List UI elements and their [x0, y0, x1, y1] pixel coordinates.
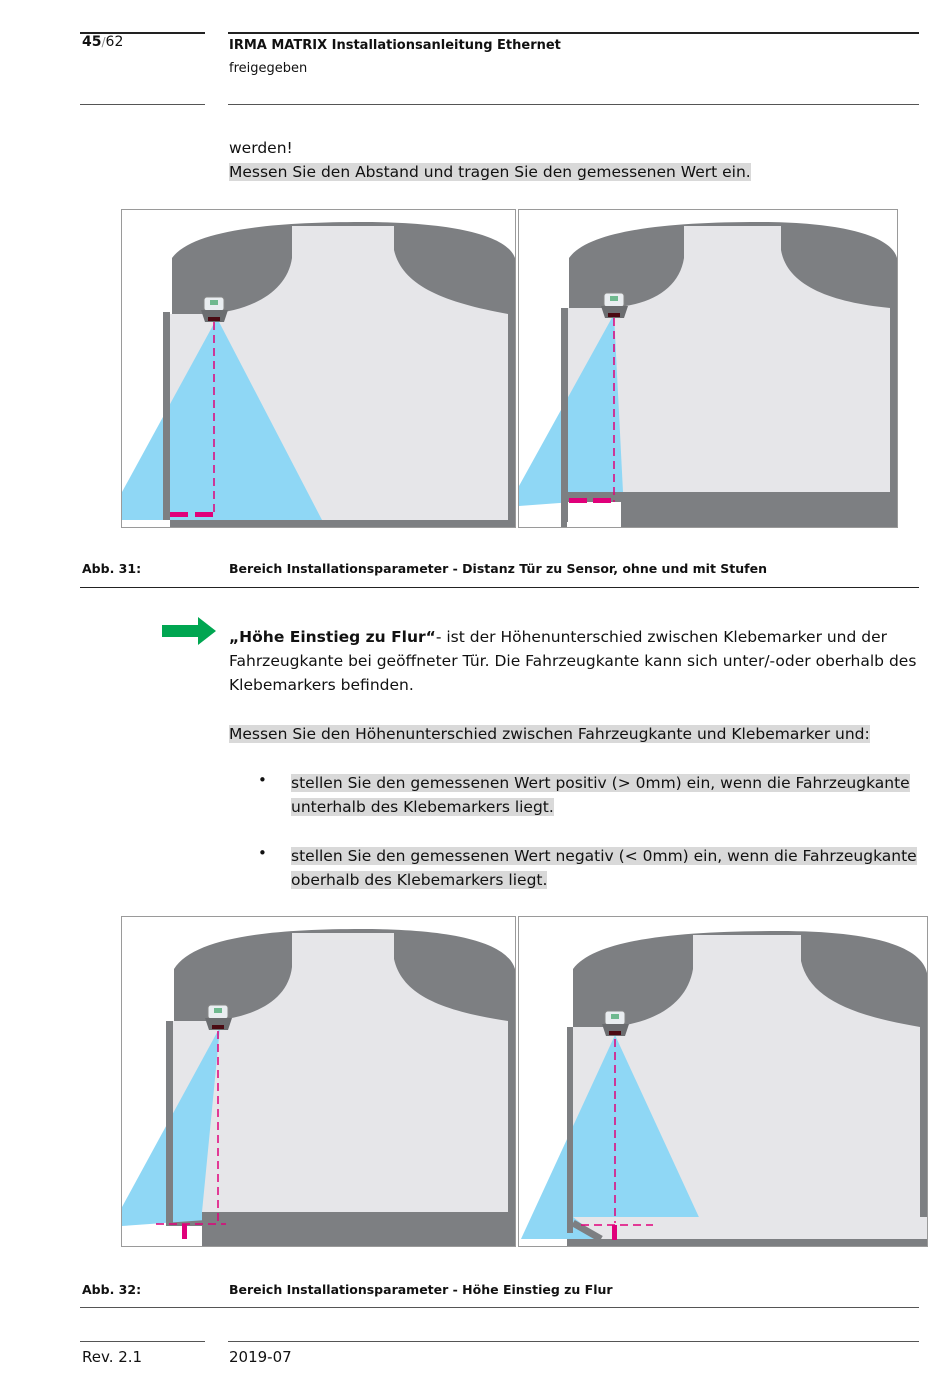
- figure-32-height-edge-below: [121, 916, 516, 1247]
- bullet-symbol: •: [258, 771, 267, 789]
- figure-32-label: Abb. 32:: [82, 1282, 142, 1297]
- footer-date: 2019-07: [229, 1348, 292, 1366]
- note-arrow-icon: [162, 617, 216, 649]
- bullet-item-negative: stellen Sie den gemessenen Wert negativ (< 0mm) ein, wenn die Fahrzeugkante oberhalb des Klebemarkers liegt.: [291, 847, 917, 889]
- bullet-symbol: •: [258, 844, 267, 862]
- figure-31-door-distance-no-step: [121, 209, 516, 528]
- figure-32-caption: Bereich Installationsparameter - Höhe Einstieg zu Flur: [229, 1282, 613, 1297]
- intro-line-2: Messen Sie den Abstand und tragen Sie den gemessenen Wert ein.: [229, 163, 751, 181]
- header-bottom-rule-right: [228, 104, 919, 105]
- header-rule-right: [228, 32, 919, 34]
- caption-31-rule: [80, 587, 919, 588]
- page-number: 45/62: [82, 34, 124, 50]
- footer-rule-right: [228, 1341, 919, 1342]
- definition-term: „Höhe Einstieg zu Flur“: [229, 628, 436, 646]
- figure-31-label: Abb. 31:: [82, 561, 142, 576]
- figure-32-height-edge-above: [518, 916, 928, 1247]
- document-status: freigegeben: [229, 61, 308, 76]
- header-bottom-rule-left: [80, 104, 205, 105]
- caption-32-rule: [80, 1307, 919, 1308]
- figure-31-caption: Bereich Installationsparameter - Distanz Tür zu Sensor, ohne und mit Stufen: [229, 561, 767, 576]
- bullet-item-positive: stellen Sie den gemessenen Wert positiv (> 0mm) ein, wenn die Fahrzeugkante unterhalb des Klebemarkers liegt.: [291, 774, 910, 816]
- instruction-text: Messen Sie den Höhenunterschied zwischen Fahrzeugkante und Klebemarker und:: [229, 725, 870, 743]
- intro-line-1: werden!: [229, 139, 293, 157]
- figure-31-door-distance-with-step: [518, 209, 898, 528]
- definition-paragraph: „Höhe Einstieg zu Flur“- ist der Höhenunterschied zwischen Klebemarker und der Fahrzeugkante bei geöffneter Tür. Die Fahrzeugkante kann sich unter/-oder oberhalb des Klebemarkers befinden.: [229, 628, 917, 694]
- footer-rule-left: [80, 1341, 205, 1342]
- footer-revision: Rev. 2.1: [82, 1348, 143, 1366]
- document-title: IRMA MATRIX Installationsanleitung Ethernet: [229, 38, 561, 53]
